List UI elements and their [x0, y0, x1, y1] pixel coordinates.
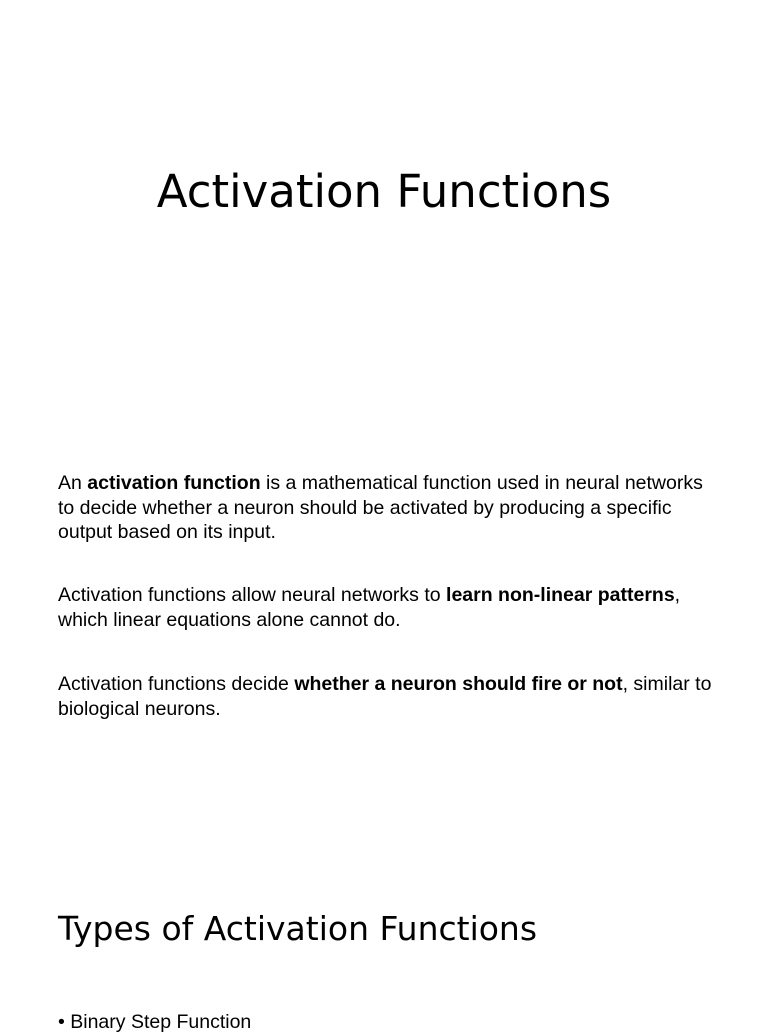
slide-title: Activation Functions [156, 165, 612, 218]
paragraph-text: , which linear equations alone cannot do. [58, 584, 681, 631]
list-item [58, 1010, 251, 1034]
paragraph-text: Activation functions allow neural networks to [58, 584, 447, 606]
list-item-label: Binary Step Function [70, 1011, 252, 1033]
paragraph-bold-text: activation function [87, 472, 261, 494]
paragraph-bold-text: whether a neuron should fire or not [294, 673, 623, 695]
section-heading: Types of Activation Functions [58, 909, 538, 948]
paragraph-text: is a mathematical function used in neural networks to decide whether a neuron should be activated by producing a specific output based on its input. [58, 472, 703, 543]
paragraph-text: Activation functions decide [58, 673, 295, 695]
bullet-marker: • [58, 1011, 65, 1033]
activation-types-list [58, 1010, 251, 1034]
paragraph-text: , similar to biological neurons. [58, 673, 712, 720]
neuron-fire-paragraph [58, 672, 722, 721]
definition-paragraph [58, 471, 722, 545]
nonlinear-paragraph [58, 583, 722, 632]
paragraph-text: An [58, 472, 88, 494]
paragraph-bold-text: learn non-linear patterns [446, 584, 675, 606]
